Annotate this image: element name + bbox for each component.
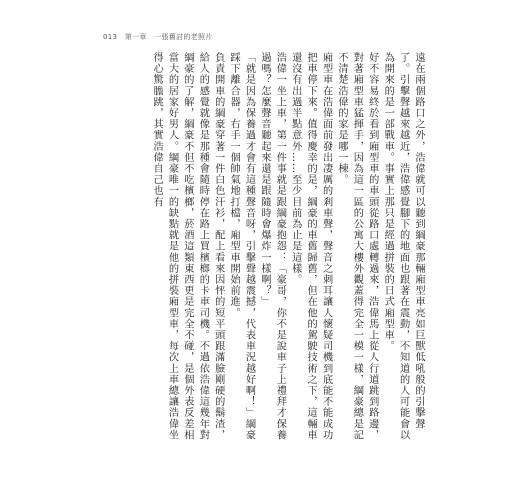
paragraph: 好不容易終於看到廂型車的車頭從路口處轉過來，浩偉馬上從人行道跳到路邊，對著廂型車猛揮手，因為這一區的公寓大樓外觀蓋得完全一模一樣，綱豪總是記不清楚浩偉的家是哪一棟。: [335, 52, 378, 441]
paragraph: 「就是因為保養過才會有這種聲音呀，引擊聲越震撼，代表車況越好啊！」綱豪踩下離合器，右手一個帥氣地打檔，廂型車開始前進。: [228, 52, 255, 441]
paragraph: 遠在兩個路口之外，浩偉就可以聽到綱豪那輛廂型車亮如巨獸低吼般的引擊聲了。引擊聲越來越近，浩偉感覺腳下的地面也跟著在震動，不知道的人可能會以為開來的是一部戰車。事實上那只是經過拼裝的日式廂型車。: [382, 52, 424, 441]
paragraph: 廂型車在浩偉面前發出凄厲的剎車聲，聲音之刺耳讓人懷疑司機到底能不能成功把車停下來。值得慶幸的是，綱豪的車舊歸舊，但在他的駕駛技術之下，這輛車還沒有出過半點意外……至少目前為止是這樣。: [289, 52, 332, 441]
chapter-number: 第一章: [124, 33, 147, 41]
chapter-title: 一張舊討的老照片: [154, 33, 213, 41]
running-header: [103, 32, 218, 42]
page-number: 013: [103, 33, 118, 41]
paragraph: 負責開車的綱豪穿著一件白色汗衫，配上看來因怦的短平頭跟滿臉剛硬的鬍渣，給人的感覺就像是那種會隨時停在路上買檳榔的卡車司機。不過依浩偉這幾年對綱豪的了解，綱豪不但不吃檳榔，菸酒這類東西更是完全不碰，是個外表反差相當大的居家好男人。綱豪唯一的缺點就是他的拼裝廂型車，每次上車總讓浩偉坐得心驚膽跳，其實浩偉自己也有: [151, 52, 224, 441]
paragraph: 浩偉一坐上車，第一件事就是跟綱豪抱怨：「豪哥，你不是說車子上禮拜才保養過嗎？怎麼聲音聽起來還是跟隨時會爆炸一樣啊？」: [258, 52, 286, 441]
body-text: [100, 52, 426, 447]
